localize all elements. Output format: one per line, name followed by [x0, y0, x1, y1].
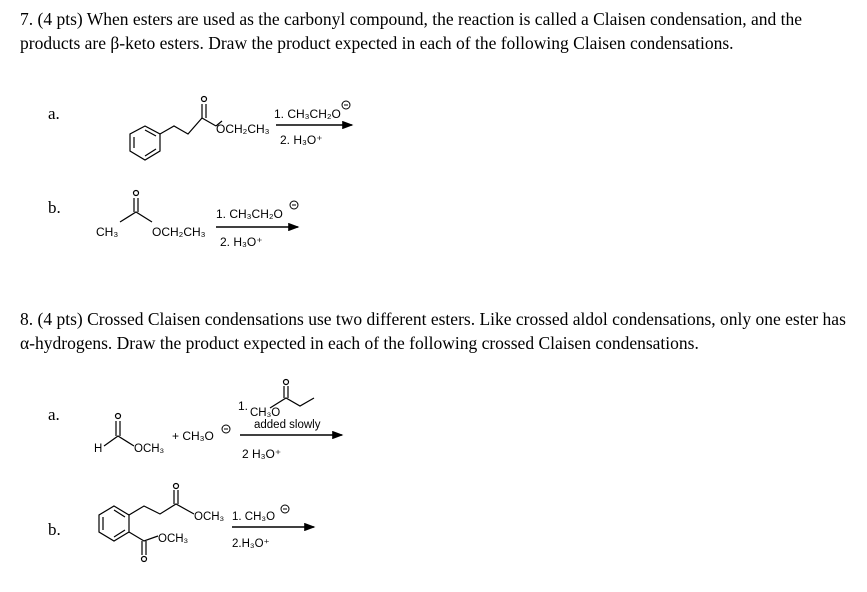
q7b-structure	[120, 191, 152, 223]
q7a-step2: 2. H₃O⁺	[280, 133, 323, 147]
question-7-text: 7. (4 pts) When esters are used as the carbonyl compound, the reaction is called a Claisen condensation, and the products are β-keto esters. Draw the product expected in each of the following Claisen condensations.	[20, 9, 803, 53]
q7b-step1: 1. CH₃CH₂O	[216, 207, 283, 221]
q7a-minus-charge-icon	[342, 101, 350, 109]
q7a-structure	[130, 97, 222, 161]
q8a-step2: 2 H₃O⁺	[242, 447, 282, 461]
q8b-minus-charge-icon	[281, 505, 289, 513]
q8b-step1: 1. CH₃O	[232, 511, 276, 523]
q8a-minus-charge-icon	[222, 425, 230, 433]
q8a-reagent-structure	[270, 380, 314, 409]
q7b-methyl-group: CH₃	[96, 225, 119, 239]
question-8-text: 8. (4 pts) Crossed Claisen condensations use two different esters. Like crossed aldol condensations, only one ester has α-hydrogens. Draw the product expected in each of the following crossed Claisen condensations.	[20, 309, 846, 353]
q8b-upper-ester-group: OCH₃	[194, 511, 225, 523]
q8a-base: + CH₃O	[172, 429, 214, 443]
q8-part-b-label: b.	[48, 520, 61, 539]
q8b-lower-ester-group: OCH₃	[158, 533, 189, 545]
q7-part-b-label: b.	[48, 198, 61, 217]
q7a-step1: 1. CH₃CH₂O	[274, 107, 341, 121]
q7b-step2: 2. H₃O⁺	[220, 235, 263, 249]
q7b-ester-group: OCH₂CH₃	[152, 225, 206, 239]
q8a-ester-group: OCH₃	[134, 443, 165, 455]
q8-part-a-label: a.	[48, 405, 60, 424]
q8a-step1-note: added slowly	[254, 419, 321, 431]
q8a-structure	[104, 414, 134, 447]
q8a-step1-group: CH₃O	[250, 407, 281, 419]
q8b-step2: 2.H₃O⁺	[232, 538, 270, 550]
q8a-step1-number: 1.	[238, 399, 249, 413]
q7a-ester-group: OCH₂CH₃	[216, 122, 270, 136]
q7b-minus-charge-icon	[290, 201, 298, 209]
q7-part-a-label: a.	[48, 104, 60, 123]
q8a-h-atom: H	[94, 443, 103, 455]
q8b-structure	[99, 484, 194, 562]
